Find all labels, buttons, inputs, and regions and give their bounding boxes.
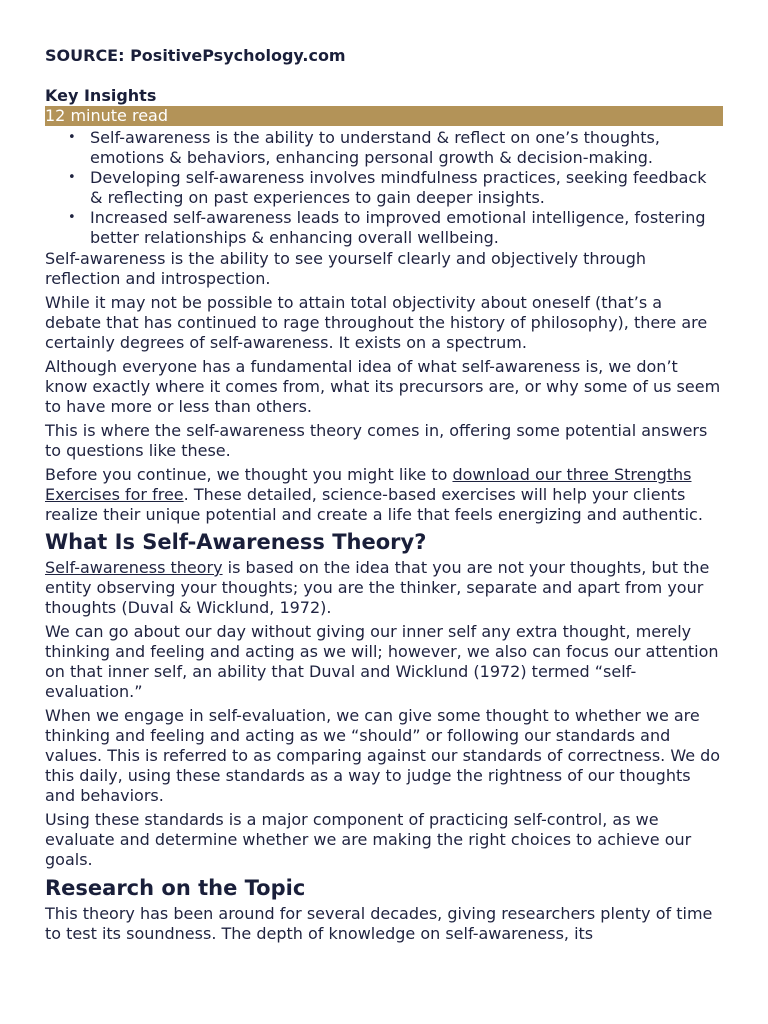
download-exercises-link[interactable]: download our three Strengths Exercises for free xyxy=(45,465,692,504)
theory-paragraph xyxy=(45,558,723,618)
download-text-after: . These detailed, science-based exercises will help your clients realize their unique potential and create a life that feels energizing and authentic. xyxy=(45,485,703,524)
self-awareness-theory-link[interactable]: Self-awareness theory xyxy=(45,558,223,577)
document-page xyxy=(45,46,723,948)
insight-item: • Developing self-awareness involves mindfulness practices, seeking feedback & reflecting on past experiences to gain deeper insights. xyxy=(90,168,723,208)
theory-paragraph: When we engage in self-evaluation, we can give some thought to whether we are thinking and feeling and acting as we “should” or following our standards and values. This is referred to as comparing against our standards of correctness. We do this daily, using these standards as a way to judge the rightness of our thoughts and behaviors. xyxy=(45,706,721,805)
key-insights-list xyxy=(45,128,723,248)
insight-item: • Increased self-awareness leads to improved emotional intelligence, fostering better relationships & enhancing overall wellbeing. xyxy=(90,208,723,248)
read-time-bar: 12 minute read xyxy=(45,106,723,126)
section-heading-theory: What Is Self-Awareness Theory? xyxy=(45,530,427,554)
download-text-before: Before you continue, we thought you might like to xyxy=(45,465,453,484)
intro-paragraph: While it may not be possible to attain total objectivity about oneself (that’s a debate that has continued to rage throughout the history of philosophy), there are certainly degrees of self-awareness. It exists on a spectrum. xyxy=(45,293,708,352)
key-insights-title: Key Insights xyxy=(45,86,157,105)
theory-paragraph: We can go about our day without giving our inner self any extra thought, merely thinking and feeling and acting as we will; however, we also can focus our attention on that inner self, an ability that Duval and Wicklund (1972) termed “self-evaluation.” xyxy=(45,622,719,701)
theory-paragraph: Using these standards is a major component of practicing self-control, as we evaluate and determine whether we are making the right choices to achieve our goals. xyxy=(45,810,692,869)
intro-paragraph: This is where the self-awareness theory comes in, offering some potential answers to questions like these. xyxy=(45,421,708,460)
intro-paragraph: Self-awareness is the ability to see yourself clearly and objectively through reflection and introspection. xyxy=(45,249,646,288)
insight-item: • Self-awareness is the ability to understand & reflect on one’s thoughts, emotions & behaviors, enhancing personal growth & decision-making. xyxy=(90,128,723,168)
research-paragraph: This theory has been around for several decades, giving researchers plenty of time to test its soundness. The depth of knowledge on self-awareness, its xyxy=(45,904,713,943)
theory-text-after: is based on the idea that you are not your thoughts, but the entity observing your thoughts; you are the thinker, separate and apart from your thoughts (Duval & Wicklund, 1972). xyxy=(45,558,710,617)
intro-paragraph: Although everyone has a fundamental idea of what self-awareness is, we don’t know exactly where it comes from, what its precursors are, or why some of us seem to have more or less than others. xyxy=(45,357,721,416)
section-heading-research: Research on the Topic xyxy=(45,876,306,900)
intro-paragraph-download xyxy=(45,465,723,525)
source-line: SOURCE: PositivePsychology.com xyxy=(45,46,346,65)
